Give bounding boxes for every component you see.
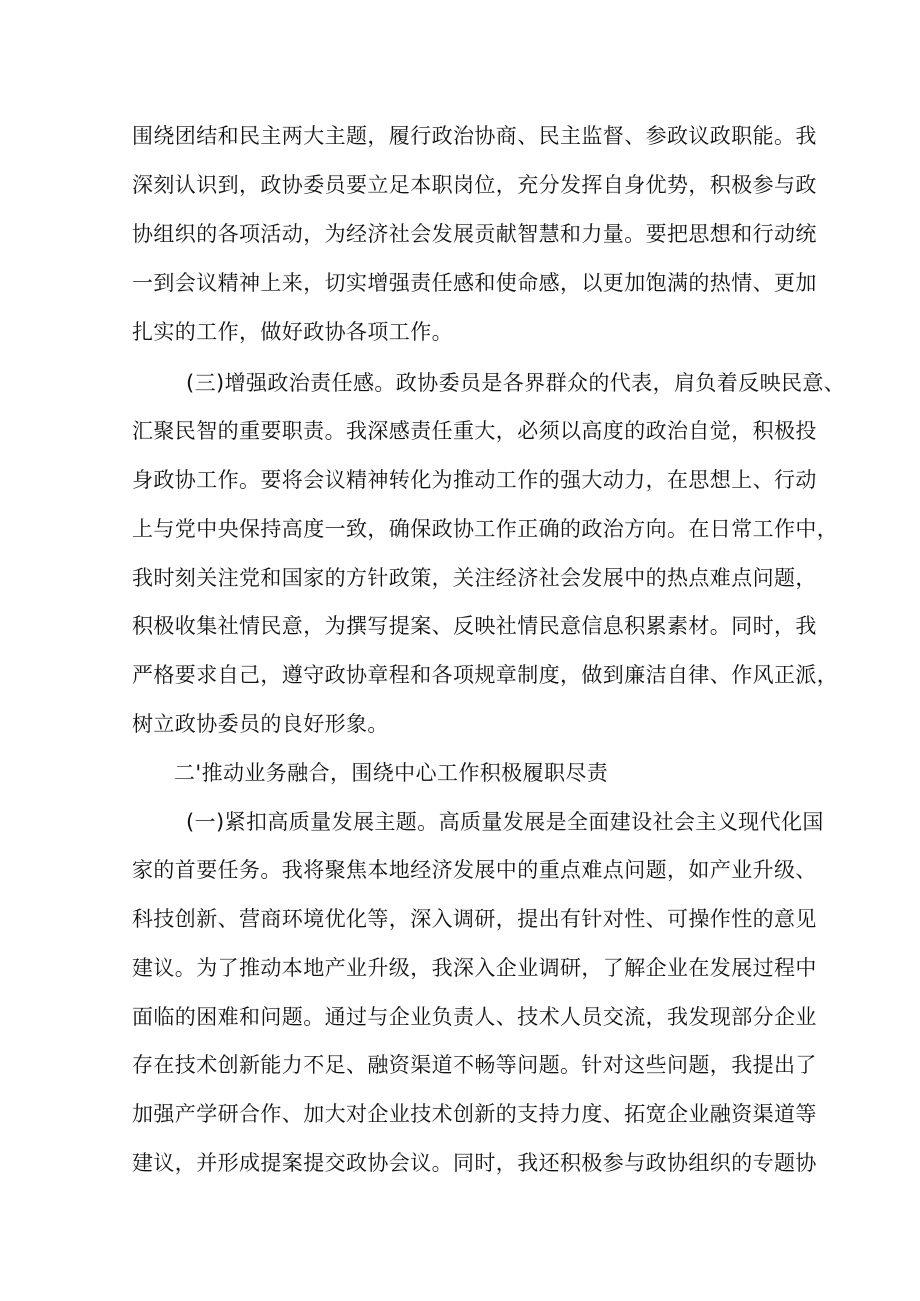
section-heading: 二'推动业务融合，围绕中心工作积极履职尽责 bbox=[174, 761, 609, 785]
paragraph-line: 科技创新、营商环境优化等，深入调研，提出有针对性、可操作性的意见 bbox=[132, 907, 817, 931]
paragraph-line: 协组织的各项活动，为经济社会发展贡献智慧和力量。要把思想和行动统 bbox=[132, 222, 817, 246]
paragraph-line: (一)紧扣高质量发展主题。高质量发展是全面建设社会主义现代化国 bbox=[186, 810, 824, 834]
paragraph-line: 严格要求自己，遵守政协章程和各项规章制度，做到廉洁自律、作风正派， bbox=[132, 663, 839, 687]
paragraph-line: 汇聚民智的重要职责。我深感责任重大，必须以高度的政治自觉，积极投 bbox=[132, 419, 817, 443]
paragraph-line: 加强产学研合作、加大对企业技术创新的支持力度、拓宽企业融资渠道等 bbox=[132, 1102, 817, 1126]
paragraph-line: 扎实的工作，做好政协各项工作。 bbox=[132, 320, 453, 344]
paragraph-line: 围绕团结和民主两大主题，履行政治协商、民主监督、参政议政职能。我 bbox=[132, 124, 817, 148]
paragraph-line: 身政协工作。要将会议精神转化为推动工作的强大动力，在思想上、行动 bbox=[132, 468, 817, 492]
paragraph-line: 建议。为了推动本地产业升级，我深入企业调研，了解企业在发展过程中 bbox=[132, 956, 817, 980]
paragraph-line: 我时刻关注党和国家的方针政策，关注经济社会发展中的热点难点问题， bbox=[132, 566, 817, 590]
paragraph-line: 存在技术创新能力不足、融资渠道不畅等问题。针对这些问题，我提出了 bbox=[132, 1053, 817, 1077]
paragraph-line: 积极收集社情民意，为撰写提案、反映社情民意信息积累素材。同时，我 bbox=[132, 614, 817, 638]
paragraph-line: (三)增强政治责任感。政协委员是各界群众的代表，肩负着反映民意、 bbox=[186, 371, 846, 395]
paragraph-line: 一到会议精神上来，切实增强责任感和使命感，以更加饱满的热情、更加 bbox=[132, 271, 817, 295]
paragraph-line: 树立政协委员的良好形象。 bbox=[132, 712, 389, 736]
paragraph-line: 上与党中央保持高度一致，确保政协工作正确的政治方向。在日常工作中， bbox=[132, 517, 839, 541]
paragraph-line: 面临的困难和问题。通过与企业负责人、技术人员交流，我发现部分企业 bbox=[132, 1005, 817, 1029]
paragraph-line: 家的首要任务。我将聚焦本地经济发展中的重点难点问题，如产业升级、 bbox=[132, 858, 817, 882]
paragraph-line: 建议，并形成提案提交政协会议。同时，我还积极参与政协组织的专题协 bbox=[132, 1151, 817, 1175]
paragraph-line: 深刻认识到，政协委员要立足本职岗位，充分发挥自身优势，积极参与政 bbox=[132, 173, 817, 197]
